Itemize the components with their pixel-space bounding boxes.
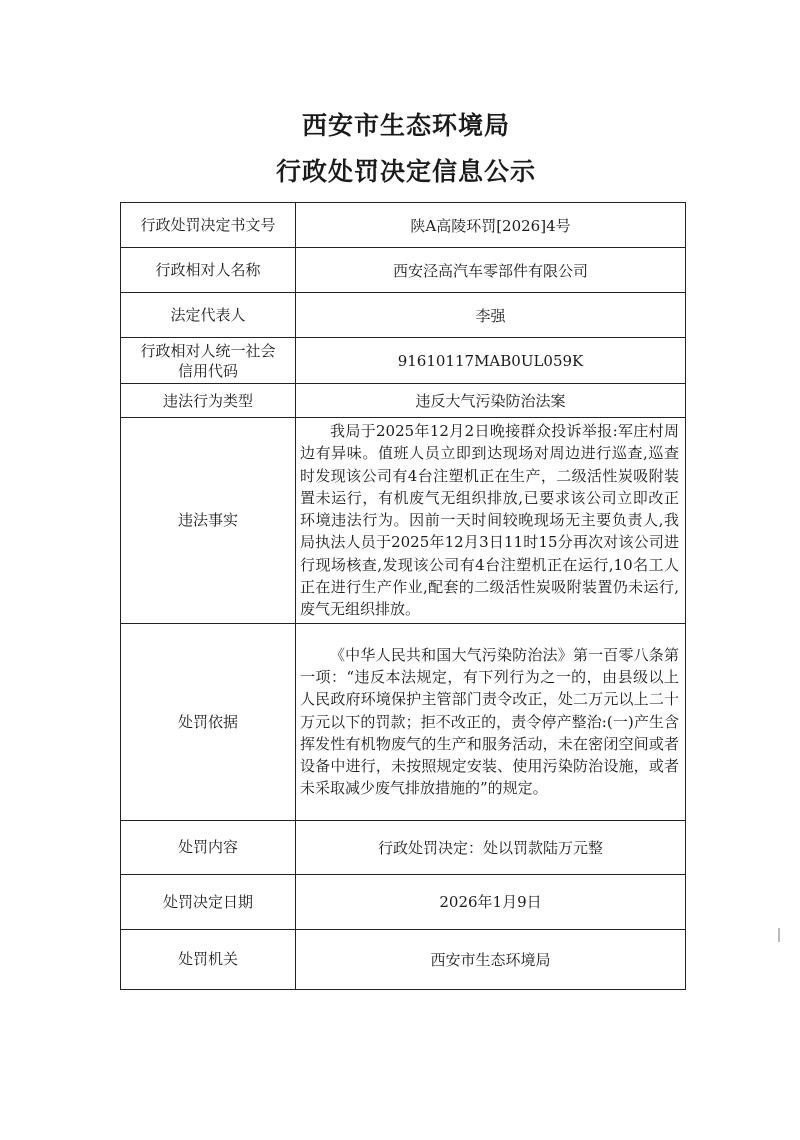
table-row xyxy=(121,820,686,874)
table-row xyxy=(121,384,686,418)
label-decision-date: 处罚决定日期 xyxy=(121,874,296,929)
document-title: 行政处罚决定信息公示 xyxy=(275,157,536,186)
agency-title: 西安市生态环境局 xyxy=(301,111,510,140)
table-row xyxy=(121,203,686,248)
table-row xyxy=(121,248,686,293)
value-decision-number: 陕A高陵环罚[2026]4号 xyxy=(296,203,686,248)
table-row xyxy=(121,418,686,624)
value-decision-date: 2026年1月9日 xyxy=(296,874,686,929)
label-credit-code: 行政相对人统一社会信用代码 xyxy=(121,338,296,384)
label-violation-type: 违法行为类型 xyxy=(121,384,296,418)
penalty-info-table xyxy=(120,202,686,990)
value-legal-rep: 李强 xyxy=(296,293,686,338)
label-facts: 违法事实 xyxy=(121,418,296,624)
table-row xyxy=(121,874,686,929)
value-credit-code: 91610117MAB0UL059K xyxy=(296,338,686,384)
label-basis: 处罚依据 xyxy=(121,623,296,820)
scan-edge-mark xyxy=(778,928,780,942)
label-decision-number: 行政处罚决定书文号 xyxy=(121,203,296,248)
value-party-name: 西安泾高汽车零部件有限公司 xyxy=(296,248,686,293)
basis-text: 《中华人民共和国大气污染防治法》第一百零八条第一项：“违反本法规定，有下列行为之一的，由县级以上人民政府环境保护主管部门责令改正，处二万元以上二十万元以下的罚款；拒不改正的，责令停产整治:(一)产生含挥发性有机物废气的生产和服务活动，未在密闭空间或者设备中进行，未按照规定安装、使用污染防治设施，或者未采取减少废气排放措施的”的规定。 xyxy=(300,645,679,798)
label-authority: 处罚机关 xyxy=(121,929,296,989)
table-row xyxy=(121,293,686,338)
table-row xyxy=(121,929,686,989)
table-row xyxy=(121,338,686,384)
value-facts xyxy=(296,418,686,624)
label-party-name: 行政相对人名称 xyxy=(121,248,296,293)
table-row xyxy=(121,623,686,820)
facts-text: 我局于2025年12月2日晚接群众投诉举报:军庄村周边有异味。值班人员立即到达现场对周边进行巡查,巡查时发现该公司有4台注塑机正在生产，二级活性炭吸附装置未运行，有机废气无组织排放,已要求该公司立即改正环境违法行为。因前一天时间较晚现场无主要负责人,我局执法人员于2025年12月3日11时15分再次对该公司进行现场核查,发现该公司有4台注塑机正在运行,10名工人正在进行生产作业,配套的二级活性炭吸附装置仍未运行,废气无组织排放。 xyxy=(300,422,679,619)
value-basis xyxy=(296,623,686,820)
value-content: 行政处罚决定：处以罚款陆万元整 xyxy=(296,820,686,874)
value-violation-type: 违反大气污染防治法案 xyxy=(296,384,686,418)
label-content: 处罚内容 xyxy=(121,820,296,874)
value-authority: 西安市生态环境局 xyxy=(296,929,686,989)
label-legal-rep: 法定代表人 xyxy=(121,293,296,338)
